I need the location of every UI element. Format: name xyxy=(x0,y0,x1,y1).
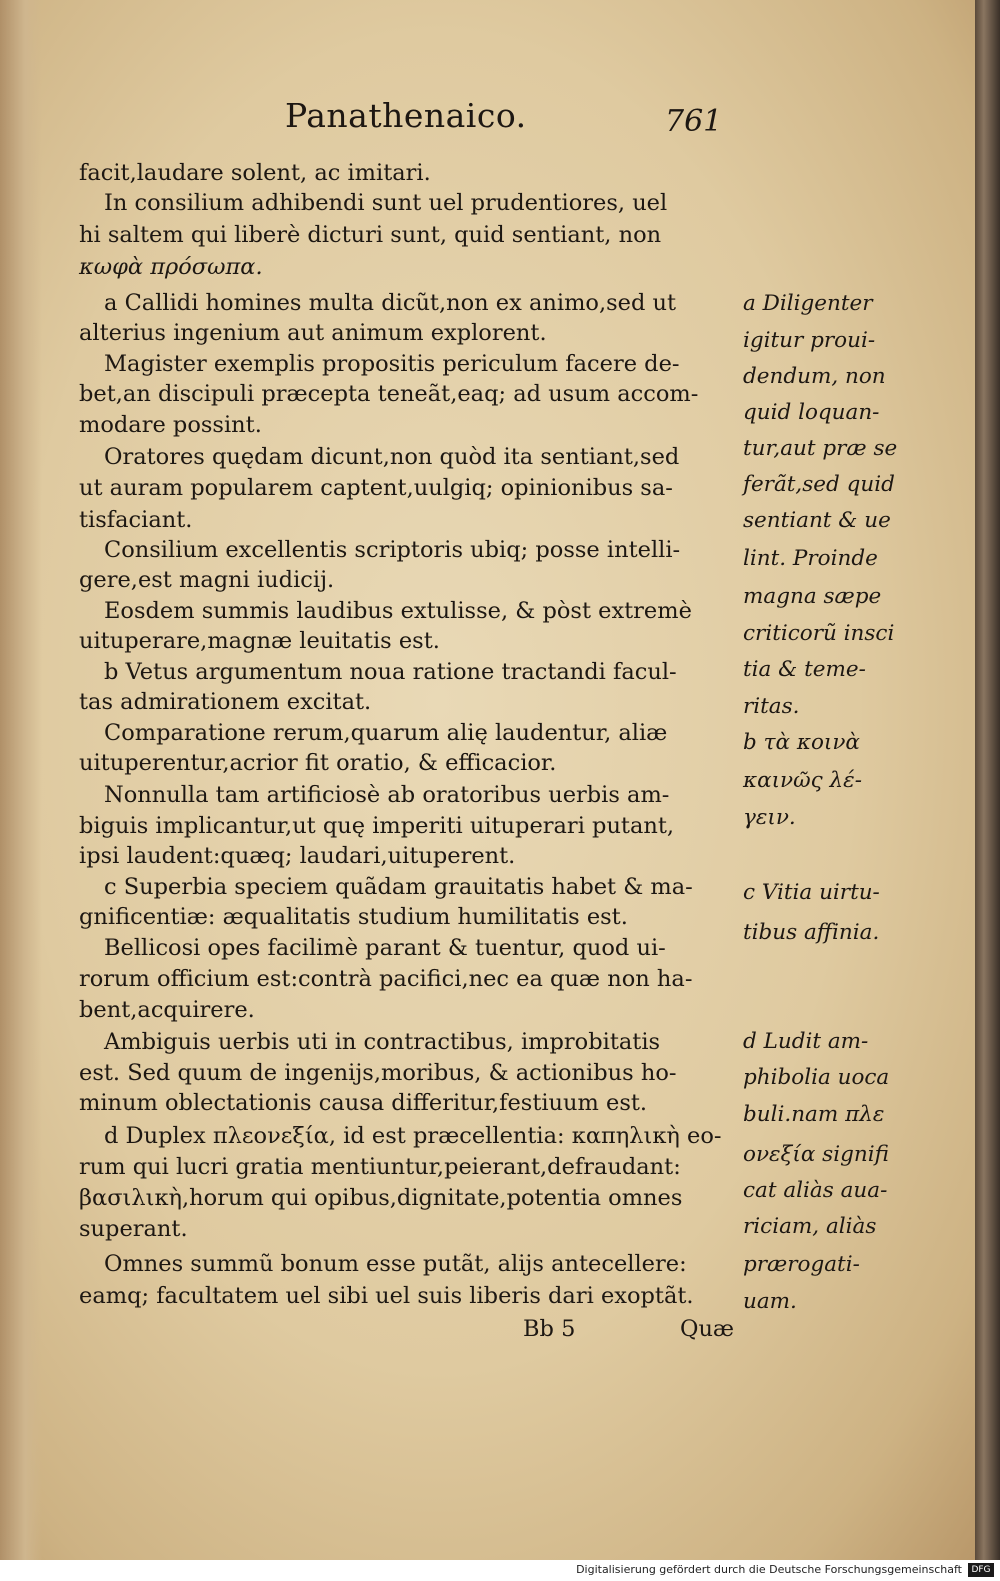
text-line: superant. xyxy=(79,1216,188,1242)
margin-note-line: tia & teme- xyxy=(743,657,866,682)
margin-note-line: d Ludit am- xyxy=(743,1029,869,1054)
text-line: tas admirationem excitat. xyxy=(79,689,372,715)
text-line: uituperentur,acrior fit oratio, & efficacior. xyxy=(79,750,557,776)
margin-note-line: καινῶς λέ- xyxy=(743,768,862,793)
margin-note-line: a Diligenter xyxy=(743,291,873,316)
text-line: rorum officium est:contrà pacifici,nec ea quæ non ha- xyxy=(79,966,693,992)
page-gutter xyxy=(0,0,42,1560)
text-line: hi saltem qui liberè dicturi sunt, quid sentiant, non xyxy=(79,222,662,248)
text-line: bet,an discipuli præcepta teneãt,eaq; ad usum accom- xyxy=(79,381,699,407)
text-line: Oratores quędam dicunt,non quòd ita sentiant,sed xyxy=(104,444,680,470)
text-line: gnificentiæ: æqualitatis studium humilitatis est. xyxy=(79,904,628,930)
text-line: Magister exemplis propositis periculum facere de- xyxy=(104,351,680,377)
text-line: Comparatione rerum,quarum alię laudentur, aliæ xyxy=(104,720,668,746)
text-line: βασιλικὴ,horum qui opibus,dignitate,potentia omnes xyxy=(79,1185,683,1211)
text-line: est. Sed quum de ingenijs,moribus, & actionibus ho- xyxy=(79,1060,677,1086)
digitization-notice: Digitalisierung gefördert durch die Deutsche Forschungsgemeinschaft xyxy=(576,1563,962,1576)
text-line: ut auram popularem captent,uulgiq; opinionibus sa- xyxy=(79,475,673,501)
text-line: Eosdem summis laudibus extulisse, & pòst extremè xyxy=(104,598,692,624)
margin-note-line: prærogati- xyxy=(743,1252,860,1277)
page-number: 761 xyxy=(665,104,723,139)
text-line: b Vetus argumentum noua ratione tractandi facul- xyxy=(104,659,677,685)
dfg-logo: DFG xyxy=(968,1563,994,1577)
margin-note-line: uam. xyxy=(743,1289,797,1314)
signature-mark: Bb 5 xyxy=(523,1316,576,1342)
text-line: minum oblectationis causa differitur,festiuum est. xyxy=(79,1090,648,1116)
text-line: uituperare,magnæ leuitatis est. xyxy=(79,628,440,654)
margin-note-line: buli.nam πλε xyxy=(743,1102,885,1127)
text-line: biguis implicantur,ut quę imperiti uituperari putant, xyxy=(79,813,675,839)
margin-note-line: phibolia uoca xyxy=(743,1065,890,1090)
text-line: d Duplex πλεονεξία, id est præcellentia: καπηλικὴ eo- xyxy=(104,1123,722,1149)
margin-note-line: magna sæpe xyxy=(743,584,882,609)
margin-note-line: γειν. xyxy=(743,805,796,830)
text-line: modare possint. xyxy=(79,412,262,438)
text-line: facit,laudare solent, ac imitari. xyxy=(79,160,431,186)
margin-note-line: dendum, non xyxy=(743,364,886,389)
text-line: Bellicosi opes facilimè parant & tuentur, quod ui- xyxy=(104,935,666,961)
text-line: tisfaciant. xyxy=(79,507,193,533)
margin-note-line: tibus affinia. xyxy=(743,920,880,945)
margin-note-line: criticorũ insci xyxy=(743,621,895,646)
margin-note-line: tur,aut præ se xyxy=(743,436,898,461)
text-line: bent,acquirere. xyxy=(79,997,255,1023)
text-line: Consilium excellentis scriptoris ubiq; posse intelli- xyxy=(104,537,681,563)
margin-note-line: ritas. xyxy=(743,694,800,719)
greek-line: κωφὰ πρόσωπα. xyxy=(79,254,263,280)
text-line: a Callidi homines multa dicũt,non ex animo,sed ut xyxy=(104,290,677,316)
margin-note-line: b τὰ κοινὰ xyxy=(743,730,860,755)
text-line: c Superbia speciem quãdam grauitatis habet & ma- xyxy=(104,874,693,900)
text-line: alterius ingenium aut animum explorent. xyxy=(79,320,547,346)
margin-note-line: igitur proui- xyxy=(743,328,876,353)
text-line: In consilium adhibendi sunt uel prudentiores, uel xyxy=(104,190,668,216)
margin-note-line: ferãt,sed quid xyxy=(743,472,895,497)
margin-note-line: sentiant & ue xyxy=(743,508,891,533)
margin-note-line: quid loquan- xyxy=(743,400,880,425)
margin-note-line: ονεξία signifi xyxy=(743,1142,889,1167)
text-line: eamq; facultatem uel sibi uel suis liberis dari exoptãt. xyxy=(79,1283,694,1309)
margin-note-line: cat aliàs aua- xyxy=(743,1178,888,1203)
margin-note-line: c Vitia uirtu- xyxy=(743,880,880,905)
page-edge xyxy=(975,0,1000,1560)
text-line: rum qui lucri gratia mentiuntur,peierant,defraudant: xyxy=(79,1154,681,1180)
margin-note-line: riciam, aliàs xyxy=(743,1214,877,1239)
catchword: Quæ xyxy=(680,1316,735,1342)
running-title: Panathenaico. xyxy=(285,96,527,135)
margin-note-line: lint. Proinde xyxy=(743,546,878,571)
text-line: gere,est magni iudicij. xyxy=(79,567,335,593)
text-line: ipsi laudent:quæq; laudari,uituperent. xyxy=(79,843,516,869)
text-line: Nonnulla tam artificiosè ab oratoribus uerbis am- xyxy=(104,782,670,808)
text-line: Ambiguis uerbis uti in contractibus, improbitatis xyxy=(104,1029,661,1055)
text-line: Omnes summũ bonum esse putãt, alijs antecellere: xyxy=(104,1251,687,1277)
